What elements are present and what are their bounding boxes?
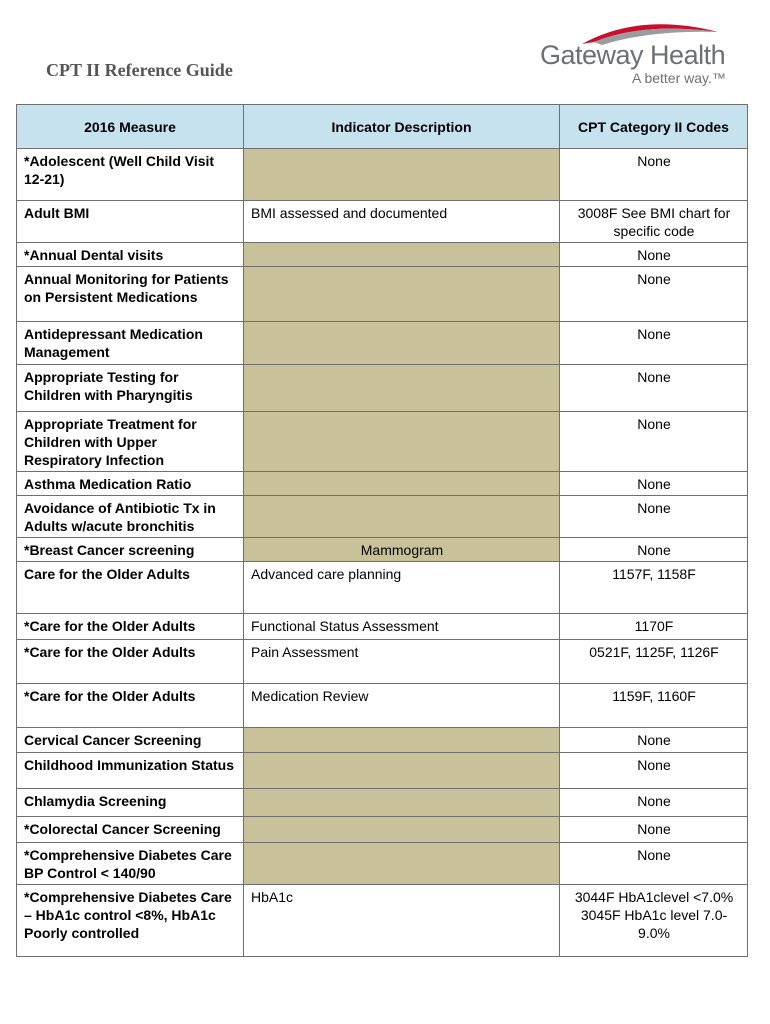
table-row — [17, 562, 748, 614]
indicator-cell — [244, 365, 560, 412]
code-cell: None — [560, 365, 748, 412]
code-cell: 3008F See BMI chart for specific code — [560, 201, 748, 243]
table-row — [17, 267, 748, 322]
measure-cell: Appropriate Testing for Children with Pharyngitis — [17, 365, 244, 412]
code-cell: None — [560, 149, 748, 201]
table-row — [17, 201, 748, 243]
logo-tagline: A better way.™ — [632, 70, 726, 86]
table-row — [17, 614, 748, 640]
table-row — [17, 753, 748, 789]
measure-cell: *Colorectal Cancer Screening — [17, 817, 244, 843]
table-row — [17, 496, 748, 538]
table-row — [17, 412, 748, 472]
code-cell: None — [560, 538, 748, 562]
measure-cell: Adult BMI — [17, 201, 244, 243]
logo-name: Gateway Health — [540, 40, 726, 70]
measure-cell: *Care for the Older Adults — [17, 684, 244, 728]
indicator-cell: Medication Review — [244, 684, 560, 728]
measure-cell: Appropriate Treatment for Children with Upper Respiratory Infection — [17, 412, 244, 472]
indicator-cell — [244, 149, 560, 201]
measure-cell: *Care for the Older Adults — [17, 614, 244, 640]
code-cell: None — [560, 412, 748, 472]
table-row — [17, 885, 748, 957]
indicator-cell — [244, 412, 560, 472]
header-measure: 2016 Measure — [17, 105, 244, 149]
code-cell: None — [560, 753, 748, 789]
table-row — [17, 640, 748, 684]
cpt-reference-table — [16, 104, 748, 957]
header-cpt-codes: CPT Category II Codes — [560, 105, 748, 149]
code-cell: 1157F, 1158F — [560, 562, 748, 614]
document-title: CPT II Reference Guide — [46, 60, 233, 80]
code-cell: None — [560, 243, 748, 267]
indicator-cell: Advanced care planning — [244, 562, 560, 614]
indicator-cell — [244, 843, 560, 885]
code-cell: 0521F, 1125F, 1126F — [560, 640, 748, 684]
table-row — [17, 243, 748, 267]
code-cell: 1170F — [560, 614, 748, 640]
measure-cell: *Comprehensive Diabetes Care BP Control < 140/90 — [17, 843, 244, 885]
indicator-cell — [244, 728, 560, 753]
gateway-health-logo — [540, 18, 730, 90]
code-cell: None — [560, 728, 748, 753]
table-row — [17, 149, 748, 201]
indicator-cell: Functional Status Assessment — [244, 614, 560, 640]
code-cell: 3044F HbA1clevel <7.0% 3045F HbA1c level 7.0-9.0% — [560, 885, 748, 957]
indicator-cell — [244, 243, 560, 267]
table-row — [17, 684, 748, 728]
indicator-cell — [244, 496, 560, 538]
table-row — [17, 472, 748, 496]
measure-cell: Childhood Immunization Status — [17, 753, 244, 789]
code-cell: None — [560, 322, 748, 365]
indicator-cell: Pain Assessment — [244, 640, 560, 684]
code-cell: None — [560, 472, 748, 496]
measure-cell: *Comprehensive Diabetes Care – HbA1c control <8%, HbA1c Poorly controlled — [17, 885, 244, 957]
table-row — [17, 365, 748, 412]
measure-cell: Annual Monitoring for Patients on Persistent Medications — [17, 267, 244, 322]
indicator-cell: BMI assessed and documented — [244, 201, 560, 243]
indicator-cell — [244, 789, 560, 817]
measure-cell: Asthma Medication Ratio — [17, 472, 244, 496]
code-cell: None — [560, 496, 748, 538]
indicator-cell — [244, 322, 560, 365]
table-row — [17, 728, 748, 753]
table-row — [17, 789, 748, 817]
measure-cell: *Care for the Older Adults — [17, 640, 244, 684]
code-cell: None — [560, 817, 748, 843]
measure-cell: Antidepressant Medication Management — [17, 322, 244, 365]
code-cell: 1159F, 1160F — [560, 684, 748, 728]
measure-cell: Chlamydia Screening — [17, 789, 244, 817]
indicator-cell: HbA1c — [244, 885, 560, 957]
code-cell: None — [560, 267, 748, 322]
measure-cell: Avoidance of Antibiotic Tx in Adults w/acute bronchitis — [17, 496, 244, 538]
table-row — [17, 322, 748, 365]
indicator-cell — [244, 267, 560, 322]
table-row — [17, 843, 748, 885]
table-row — [17, 538, 748, 562]
table-header-row — [17, 105, 748, 149]
indicator-cell — [244, 472, 560, 496]
code-cell: None — [560, 789, 748, 817]
header-indicator: Indicator Description — [244, 105, 560, 149]
indicator-cell — [244, 817, 560, 843]
measure-cell: *Adolescent (Well Child Visit 12-21) — [17, 149, 244, 201]
table-row — [17, 817, 748, 843]
code-cell: None — [560, 843, 748, 885]
measure-cell: Cervical Cancer Screening — [17, 728, 244, 753]
measure-cell: Care for the Older Adults — [17, 562, 244, 614]
measure-cell: *Breast Cancer screening — [17, 538, 244, 562]
indicator-cell — [244, 753, 560, 789]
indicator-cell: Mammogram — [244, 538, 560, 562]
measure-cell: *Annual Dental visits — [17, 243, 244, 267]
